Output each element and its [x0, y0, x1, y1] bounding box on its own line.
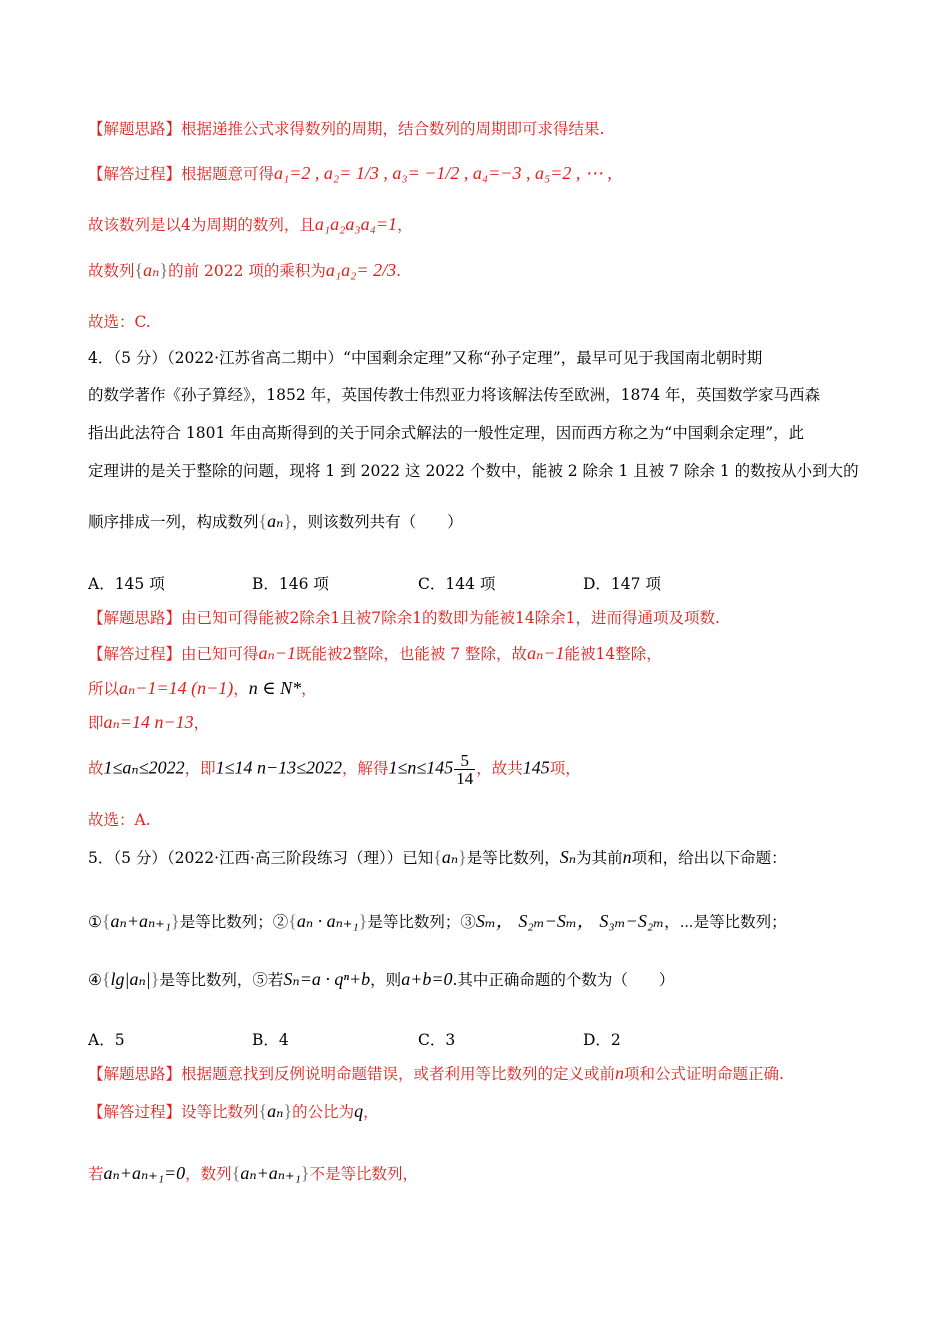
- q5-stem-b: 是等比数列，: [466, 849, 560, 867]
- q5-prop1-m: Sₘ， S₂ₘ−Sₘ， S₃ₘ−S₂ₘ: [475, 911, 665, 931]
- q3-process-math: a₁=2 , a₂= 1/3 , a₃= −1/2 , a₄=−3 , a₅=2 , ⋯ ,: [274, 163, 612, 183]
- q5-prop2-m1: Sₙ=a · qⁿ+b: [283, 969, 371, 989]
- q3-line2: [88, 213, 413, 235]
- q4-line2: [88, 677, 317, 699]
- q4-process-tag: 【解答过程】: [88, 645, 182, 663]
- q3-idea-tag: 【解题思路】: [88, 120, 182, 138]
- q4-line4-d: ，故共: [476, 759, 523, 778]
- q4-process-a: 由已知可得: [181, 645, 259, 663]
- q5-process: 【解答过程】设等比数列{aₙ}的公比为q，: [88, 1101, 379, 1121]
- q4-line2-n: n ∈ N*: [248, 678, 302, 698]
- q3-line2-end: ，: [397, 216, 413, 234]
- q4-option-a: A．145 项: [88, 575, 165, 593]
- q4-process-b: 既能被2整除，也能被 7 整除，故: [295, 645, 528, 663]
- q5-process-tag: 【解答过程】: [88, 1103, 182, 1121]
- q5-prop-line2: ④{lg|aₙ|}是等比数列，⑤若Sₙ=a · qⁿ+b，则a+b=0.其中正确命题的个数为（ ）: [88, 969, 675, 989]
- q5-process-a: 设等比数列: [181, 1103, 259, 1121]
- q3-line3-text-a: 故数列: [88, 262, 135, 280]
- q5-idea-tag: 【解题思路】: [88, 1065, 182, 1083]
- q5-prop-line1: ①{aₙ+aₙ₊₁}是等比数列；②{aₙ · aₙ₊₁}是等比数列；③Sₘ， S₂ₘ−Sₘ， S₃ₘ−S₂ₘ，⋯是等比数列；: [88, 911, 787, 931]
- q4-line4-m1: 1≤aₙ≤2022: [103, 757, 185, 778]
- q3-line3-seq: aₙ: [143, 260, 160, 280]
- q4-line4-a: 故: [88, 759, 104, 778]
- q5-idea-a: 根据题意找到反例说明命题错误，或者利用等比数列的定义或前: [181, 1065, 616, 1083]
- q5-prop1-seq2: aₙ · aₙ₊₁: [296, 911, 359, 931]
- q5-line2-seq: aₙ+aₙ₊₁: [240, 1163, 301, 1183]
- q3-line2-math: a₁a₂a₃a₄=1: [314, 214, 398, 234]
- q5-option-d: D．2: [583, 1031, 621, 1049]
- q4-stem-line3: 指出此法符合 1801 年由高斯得到的关于同余式解法的一般性定理，因而西方称之为“中国剩余定理”，此: [88, 424, 805, 442]
- q4-idea-text: 由已知可得能被2除余1且被7除余1的数即为能被14除余1，进而得通项及项数.: [181, 609, 720, 627]
- q4-line4-c: ，解得: [342, 759, 389, 778]
- q4-frac-num: 5: [454, 752, 475, 770]
- q4-option-c: C．144 项: [418, 575, 496, 593]
- q5-line2-b: ，数列: [185, 1165, 232, 1183]
- q5-idea: [88, 1062, 784, 1084]
- q5-stem-a: 5．（5 分）（2022·江西·高三阶段练习（理））已知: [88, 849, 434, 867]
- q3-idea: [88, 117, 604, 139]
- q5-prop1-seq1: aₙ+aₙ₊₁: [110, 911, 172, 931]
- q5-prop2-seq: lg|aₙ|: [110, 969, 151, 989]
- q5-stem-sn: Sₙ: [559, 847, 577, 867]
- q4-line3-m: aₙ=14 n−13: [103, 712, 194, 732]
- q4-process-m2: aₙ−1: [527, 643, 565, 663]
- q3-answer: 故选：C.: [88, 313, 151, 331]
- q4-option-d: D．147 项: [583, 575, 661, 593]
- q4-stem-line5-b: ，则该数列共有（ ）: [292, 513, 463, 531]
- q4-option-b: B．146 项: [252, 575, 329, 593]
- q4-line3-end: ，: [193, 714, 210, 732]
- q5-line2-c: 不是等比数列，: [309, 1165, 418, 1183]
- q4-line3-a: 即: [88, 714, 104, 732]
- q4-line4-frac: [454, 752, 475, 787]
- q5-option-b: B．4: [252, 1031, 289, 1049]
- q5-prop1-b: 是等比数列；②: [179, 913, 289, 931]
- q4-stem-line1: 4．（5 分）（2022·江苏省高二期中）“中国剩余定理”又称“孙子定理”，最早可见于我国南北朝时期: [88, 349, 763, 367]
- q4-stem-seq: aₙ: [267, 511, 284, 531]
- q4-line4-e: 项，: [549, 759, 581, 778]
- q4-line2-a: 所以: [88, 680, 120, 698]
- q5-stem: 5．（5 分）（2022·江西·高三阶段练习（理））已知{aₙ}是等比数列，Sₙ为其前n项和，给出以下命题：: [88, 847, 787, 867]
- q3-line2-text: 故该数列是以4为周期的数列，且: [88, 216, 315, 234]
- q5-process-q: q: [354, 1101, 364, 1121]
- q4-stem-line4: 定理讲的是关于整除的问题，现将 1 到 2022 这 2022 个数中，能被 2 除余 1 且被 7 除余 1 的数按从小到大的: [88, 462, 859, 480]
- q4-line4-m2: 1≤14 n−13≤2022: [215, 757, 342, 778]
- q5-prop1-c: 是等比数列；③: [367, 913, 476, 931]
- q4-line3: [88, 711, 209, 733]
- q5-stem-n: n: [622, 847, 632, 867]
- q4-line4-b: ，即: [184, 759, 216, 778]
- q4-line2-end: ，: [301, 680, 317, 698]
- q5-process-end: ，: [363, 1103, 379, 1121]
- q4-idea: [88, 606, 720, 628]
- q5-stem-d: 项和，给出以下命题：: [631, 849, 787, 867]
- q4-line2-b: ，: [233, 680, 249, 698]
- q4-line4-m4: 145: [522, 757, 550, 778]
- q5-stem-c: 为其前: [576, 849, 623, 867]
- q4-stem-line5: 顺序排成一列，构成数列{aₙ}，则该数列共有（ ）: [88, 511, 463, 531]
- q5-line2-m: aₙ+aₙ₊₁=0: [103, 1163, 186, 1183]
- q4-stem-line2: 的数学著作《孙子算经》，1852 年，英国传教士伟烈亚力将该解法传至欧洲，1874 年，英国数学家马西森: [88, 386, 820, 404]
- q4-answer: 故选：A.: [88, 811, 151, 829]
- q5-prop2-c: ，则: [370, 971, 402, 989]
- q5-stem-seq: aₙ: [441, 847, 459, 867]
- q5-option-c: C．3: [418, 1031, 456, 1049]
- q4-process-m1: aₙ−1: [258, 643, 296, 663]
- q4-idea-tag: 【解题思路】: [88, 609, 182, 627]
- q4-line2-m: aₙ−1=14 (n−1): [119, 678, 234, 698]
- q5-prop2-m2: a+b=0: [401, 969, 453, 989]
- q3-process-text: 根据题意可得: [181, 165, 275, 183]
- q3-line3: 故数列{aₙ}的前 2022 项的乘积为a₁a₂= 2/3.: [88, 260, 402, 280]
- q3-process: [88, 162, 612, 184]
- q5-line2-a: 若: [88, 1165, 104, 1183]
- q3-line3-end: .: [396, 262, 402, 280]
- q3-line3-math: a₁a₂= 2/3: [325, 260, 397, 280]
- q5-prop1-d: ，⋯是等比数列；: [664, 913, 787, 931]
- q5-idea-n: n: [615, 1063, 625, 1083]
- q5-prop1-a: ①: [88, 913, 102, 931]
- q4-frac-den: 14: [456, 769, 474, 788]
- q5-option-a: A．5: [88, 1031, 125, 1049]
- q4-line4-m3: 1≤n≤145: [388, 757, 454, 778]
- q5-idea-b: 项和公式证明命题正确.: [624, 1065, 784, 1083]
- q3-line3-text-b: 的前 2022 项的乘积为: [168, 262, 326, 280]
- q4-process: [88, 642, 662, 664]
- q3-process-tag: 【解答过程】: [88, 165, 182, 183]
- q5-prop2-a: ④: [88, 971, 102, 989]
- q5-prop2-d: .其中正确命题的个数为（ ）: [452, 971, 675, 989]
- q5-process-b: 的公比为: [292, 1103, 355, 1121]
- q4-process-c: 能被14整除，: [564, 645, 662, 663]
- q5-prop2-b: 是等比数列，⑤若: [159, 971, 284, 989]
- q5-line2: 若aₙ+aₙ₊₁=0，数列{aₙ+aₙ₊₁}不是等比数列，: [88, 1163, 418, 1183]
- q3-idea-text: 根据递推公式求得数列的周期，结合数列的周期即可求得结果.: [181, 120, 605, 138]
- q5-process-seq: aₙ: [267, 1101, 284, 1121]
- q4-line4: [88, 752, 581, 787]
- q4-stem-line5-a: 顺序排成一列，构成数列: [88, 513, 259, 531]
